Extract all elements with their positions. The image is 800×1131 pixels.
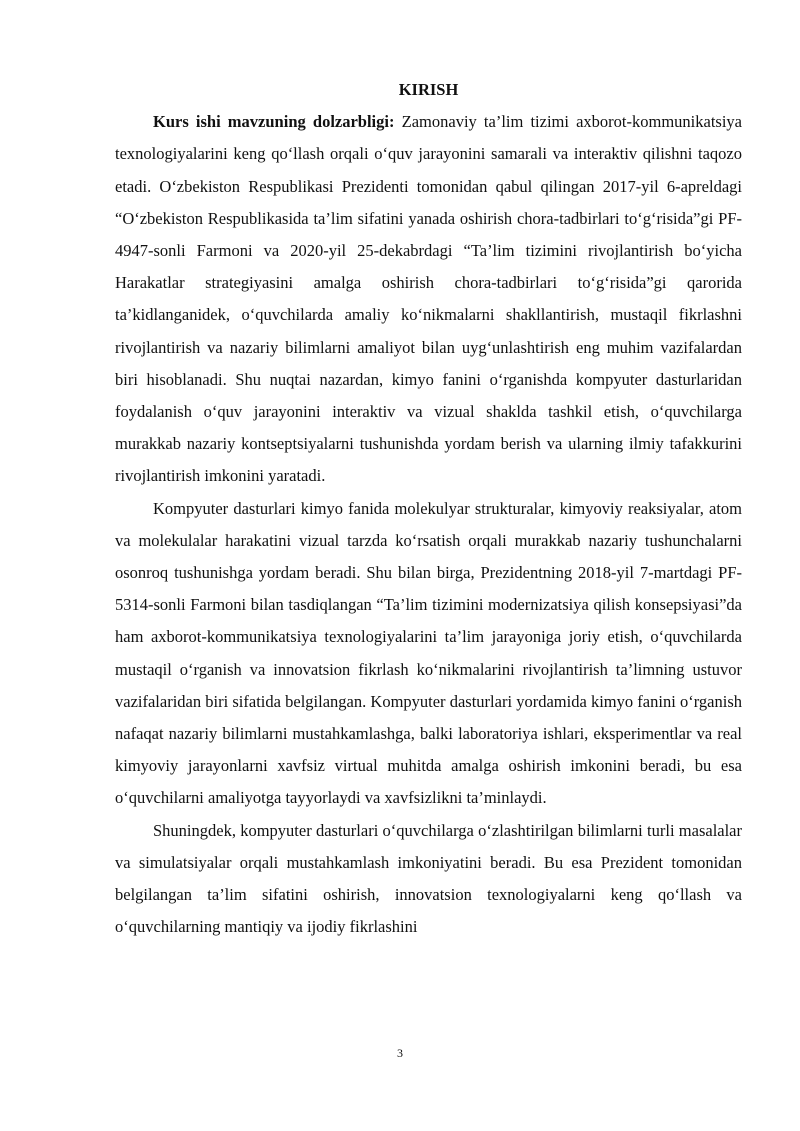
intro-text: Zamonaviy ta’lim tizimi axborot-kommunikatsiya texnologiyalarini keng qo‘llash orqali o‘quv jarayonini samarali va interaktiv qilishni taqozo etadi. O‘zbekiston Respublikasi Prezidenti tomonidan qabul qilingan 2017-yil 6-apreldagi “O‘zbekiston Respublikasida ta’lim sifatini yanada oshirish chora-tadbirlari to‘g‘risida”gi PF-4947-sonli Farmoni va 2020-yil 25-dekabrdagi “Ta’lim tizimini rivojlantirish bo‘yicha Harakatlar strategiyasini amalga oshirish chora-tadbirlari to‘g‘risida”gi qarorida ta’kidlanganidek, o‘quvchilarda amaliy ko‘nikmalarni shakllantirish, mustaqil fikrlashni rivojlantirish va nazariy bilimlarni amaliyot bilan uyg‘unlashtirish eng muhim vazifalardan biri hisoblanadi. Shu nuqtai nazardan, kimyo fanini o‘rganishda kompyuter dasturlaridan foydalanish o‘quv jarayonini interaktiv va vizual shaklda tashkil etish, o‘quvchilarga murakkab nazariy kontseptsiyalarni tushunishda yordam berish va ularning ilmiy tafakkurini rivojlantirish imkonini yaratadi. [115, 112, 742, 486]
paragraph-2: Kompyuter dasturlari kimyo fanida molekulyar strukturalar, kimyoviy reaksiyalar, atom va molekulalar harakatini vizual tarzda ko‘rsatish orqali murakkab nazariy tushunchalarni osonroq tushunishga yordam beradi. Shu bilan birga, Prezidentning 2018-yil 7-martdagi PF-5314-sonli Farmoni bilan tasdiqlangan “Ta’lim tizimini modernizatsiya qilish konsepsiyasi”da ham axborot-kommunikatsiya texnologiyalarini ta’lim jarayoniga joriy etish, o‘quvchilarda mustaqil o‘rganish va innovatsion fikrlash ko‘nikmalarini rivojlantirish ta’limning ustuvor vazifalaridan biri sifatida belgilangan. Kompyuter dasturlari yordamida kimyo fanini o‘rganish nafaqat nazariy bilimlarni mustahkamlashga, balki laboratoriya ishlari, eksperimentlar va real kimyoviy jarayonlarni xavfsiz virtual muhitda amalga oshirish imkonini beradi, bu esa o‘quvchilarni amaliyotga tayyorlaydi va xavfsizlikni ta’minlaydi. [115, 498, 742, 808]
section-title: KIRISH [398, 80, 459, 99]
intro-lead-heading: Kurs ishi mavzuning dolzarbligi: [153, 112, 395, 132]
page-number: 3 [397, 1046, 403, 1060]
document-body [115, 72, 742, 943]
paragraph-3: Shuningdek, kompyuter dasturlari o‘quvchilarga o‘zlashtirilgan bilimlarni turli masalalar va simulatsiyalar orqali mustahkamlash imkoniyatini beradi. Bu esa Prezident tomonidan belgilangan ta’lim sifatini oshirish, innovatsion texnologiyalarni keng qo‘llash va o‘quvchilarning mantiqiy va ijodiy fikrlashini [115, 820, 742, 937]
paragraph-intro [115, 106, 742, 492]
